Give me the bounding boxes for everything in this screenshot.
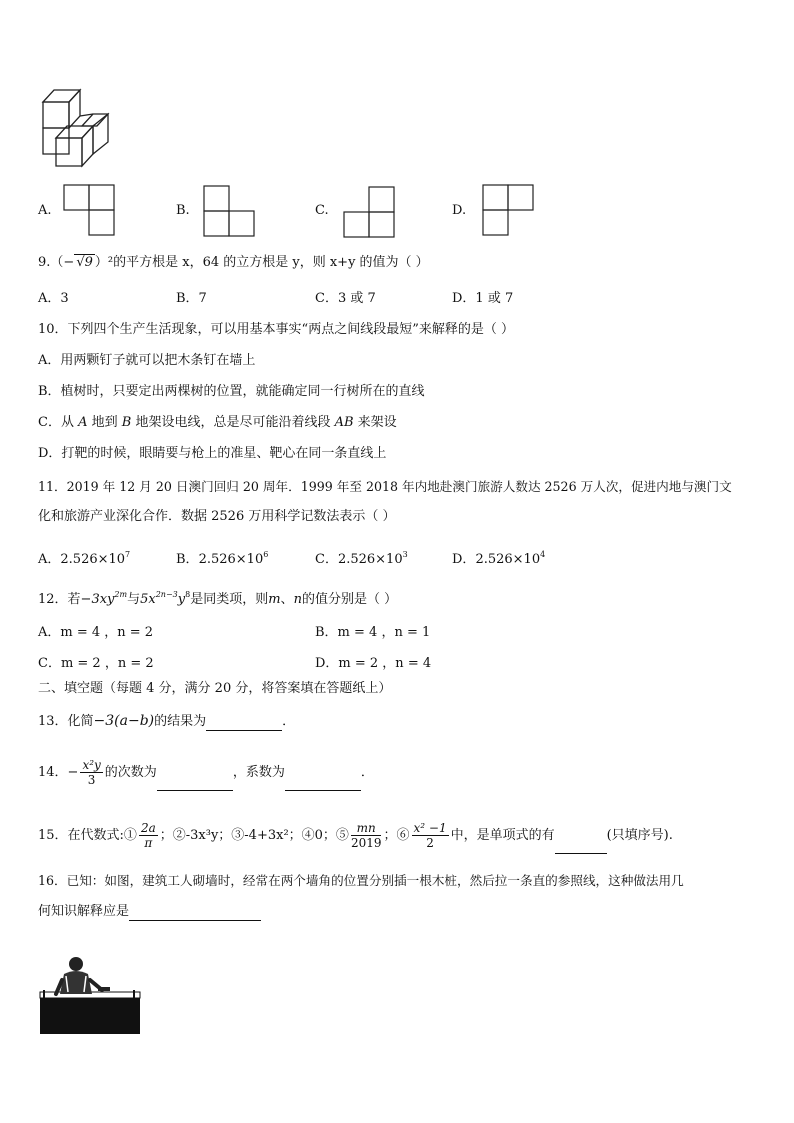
q8-option-a-figure — [63, 184, 115, 238]
q11-option-c: C．$2.526\times 10^3$ — [315, 550, 408, 567]
sqrt-symbol: √9 — [76, 255, 93, 270]
q10-stem: 10．下列四个生产生活现象，可以用基本事实“两点之间线段最短”来解释的是（ ） — [38, 322, 514, 337]
q10-option-b: B．植树时，只要定出两棵树的位置，就能确定同一行树所在的直线 — [38, 384, 425, 399]
q8-option-c-label: C. — [315, 203, 329, 218]
q12-option-a: A．m = 4 ，n = 2 — [38, 625, 154, 640]
q8-option-b-figure — [203, 185, 257, 239]
q15-stem: 15．在代数式:① $\frac{2a}{\pi}$ ；②-3x³y；③-4+3x²；④0；⑤ $\frac{mn}{2019}$ ；⑥ $\frac{\text{x² −1}}{2}$ 中，是单项式的有 (只填序号). — [38, 818, 673, 854]
q10-option-d: D．打靶的时候，眼睛要与枪上的准星、靶心在同一条直线上 — [38, 446, 387, 461]
section-heading-fill-in: 二、填空题（每题 4 分，满分 20 分，将答案填在答题纸上） — [38, 681, 392, 696]
q15-fraction-6: $\frac{\text{x² −1}}{2}$ — [413, 821, 447, 850]
q16-answer-blank[interactable] — [129, 906, 261, 921]
q12-stem: 12．若$-3xy^{2m}$与$5x^{2n-3}y^8$是同类项，则m、n的值分别是（ ） — [38, 590, 398, 607]
q11-option-a: A．$2.526\times 10^7$ — [38, 550, 131, 567]
q11-stem-line1: 11．2019 年 12 月 20 日澳门回归 20 周年．1999 年至 2018 年内地赴澳门旅游人数达 2526 万人次，促进内地与澳门文 — [38, 479, 732, 494]
q14-stem: 14．− $\frac{\text{x²y}}{3}$ 的次数为 ，系数为 ． — [38, 755, 374, 791]
q9-option-a: A．3 — [38, 291, 69, 306]
q15-fraction-5: $\frac{mn}{2019}$ — [350, 821, 382, 850]
q12-option-c: C．m = 2 ，n = 2 — [38, 656, 154, 671]
q15-answer-blank[interactable] — [555, 839, 607, 854]
q9-option-c: C．3 或 7 — [315, 291, 376, 306]
q8-option-b-label: B. — [176, 203, 190, 218]
q13-answer-blank[interactable] — [206, 716, 282, 731]
q16-stem-line1: 16．已知：如图，建筑工人砌墙时，经常在两个墙角的位置分别插一根木桩，然后拉一条直的参照线，这种做法用几 — [38, 873, 684, 888]
q10-option-c: C．从 A 地到 B 地架设电线，总是尽可能沿着线段 AB 来架设 — [38, 415, 397, 430]
q10-option-a: A．用两颗钉子就可以把木条钉在墙上 — [38, 353, 256, 368]
q8-option-d-label: D. — [452, 203, 467, 218]
q11-stem-line2: 化和旅游产业深化合作．数据 2526 万用科学记数法表示（ ） — [38, 509, 396, 524]
q8-option-c-figure — [343, 186, 397, 240]
q8-option-a-label: A. — [38, 203, 52, 218]
q12-option-b: B．m = 4 ，n = 1 — [315, 625, 431, 640]
q15-fraction-1: $\frac{2a}{\pi}$ — [140, 821, 156, 850]
q9-stem: 9.（− √9 ）²的平方根是 x，64 的立方根是 y，则 x+y 的值为（ ） — [38, 255, 429, 270]
q11-option-b: B．$2.526\times 10^6$ — [176, 550, 269, 567]
bricklayer-illustration — [38, 954, 144, 1036]
q12-option-d: D．m = 2 ，n = 4 — [315, 656, 432, 671]
cube-stack-figure — [40, 86, 112, 170]
q13-stem: 13．化简−3(a−b)的结果为 ． — [38, 713, 296, 729]
q14-degree-blank[interactable] — [157, 776, 233, 791]
q14-coefficient-blank[interactable] — [285, 776, 361, 791]
q8-option-d-figure — [482, 184, 536, 240]
q14-fraction: $\frac{\text{x²y}}{3}$ — [82, 758, 101, 787]
q16-stem-line2: 何知识解释应是 — [38, 903, 261, 921]
q9-option-d: D．1 或 7 — [452, 291, 514, 306]
q9-option-b: B．7 — [176, 291, 207, 306]
q11-option-d: D．$2.526\times 10^4$ — [452, 550, 546, 567]
